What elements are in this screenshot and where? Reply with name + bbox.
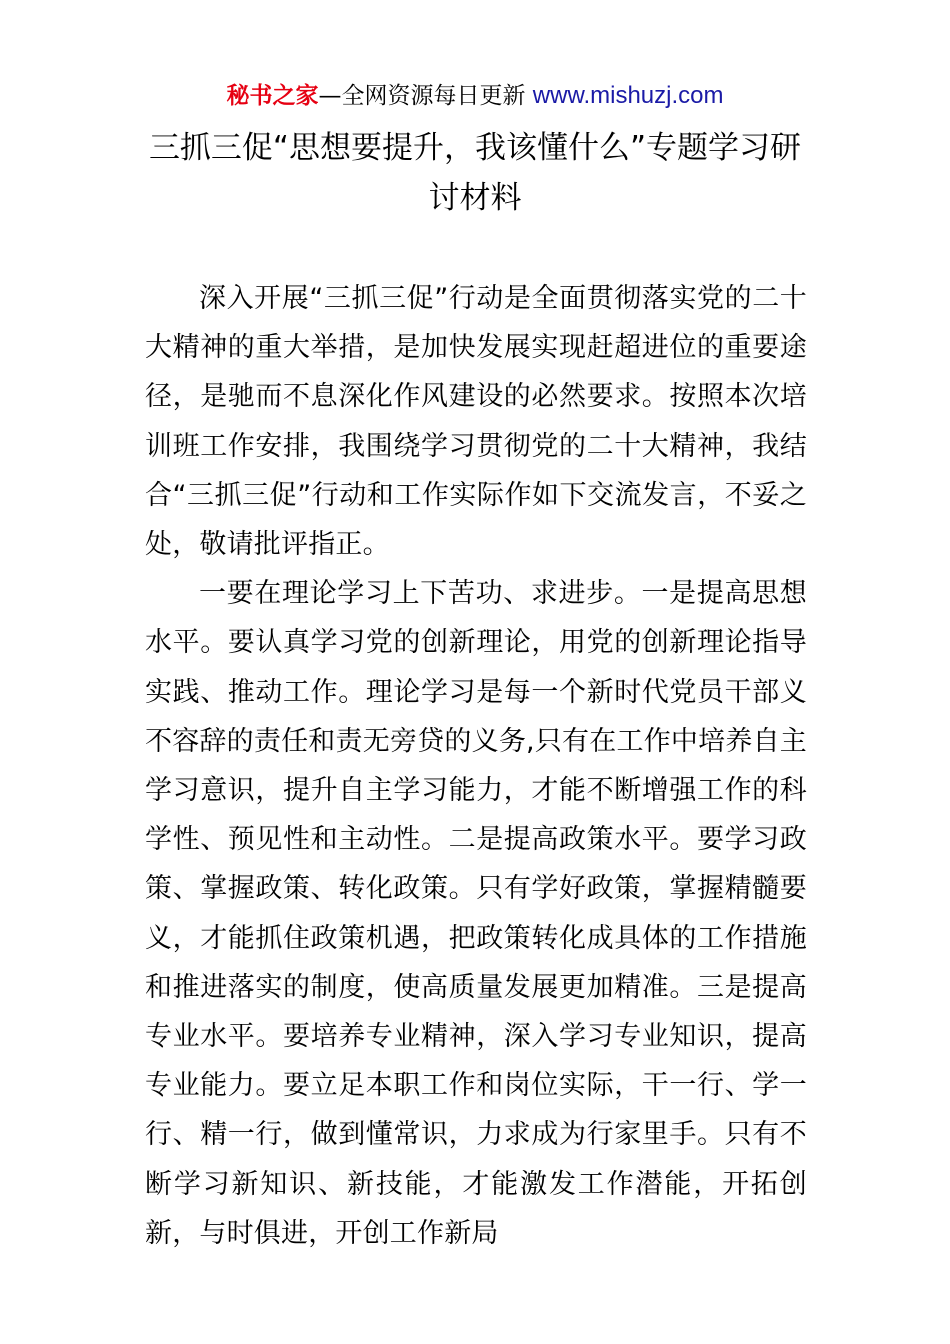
header-tagline: —全网资源每日更新	[318, 83, 533, 109]
body-paragraph-1: 深入开展“三抓三促”行动是全面贯彻落实党的二十大精神的重大举措，是加快发展实现赶超进位的重要途径，是驰而不息深化作风建设的必然要求。按照本次培训班工作安排，我围绕学习贯彻党的二十大精神，我结合“三抓三促”行动和工作实际作如下交流发言，不妥之处，敬请批评指正。	[145, 283, 807, 561]
brand-name: 秘书之家	[226, 83, 319, 109]
document-body	[145, 274, 807, 1258]
site-url-link[interactable]: www.mishuzj.com	[532, 82, 724, 109]
document-title: 三抓三促“思想要提升，我该懂什么”专题学习研讨材料	[148, 130, 802, 216]
site-header	[0, 80, 950, 112]
body-paragraph-2: 一要在理论学习上下苦功、求进步。一是提高思想水平。要认真学习党的创新理论，用党的创新理论指导实践、推动工作。理论学习是每一个新时代党员干部义不容辞的责任和责无旁贷的义务,只有在工作中培养自主学习意识，提升自主学习能力，才能不断增强工作的科学性、预见性和主动性。二是提高政策水平。要学习政策、掌握政策、转化政策。只有学好政策，掌握精髓要义，才能抓住政策机遇，把政策转化成具体的工作措施和推进落实的制度，使高质量发展更加精准。三是提高专业水平。要培养专业精神，深入学习专业知识，提高专业能力。要立足本职工作和岗位实际，干一行、学一行、精一行，做到懂常识，力求成为行家里手。只有不断学习新知识、新技能，才能激发工作潜能，开拓创新，与时俱进，开创工作新局	[145, 578, 807, 1249]
